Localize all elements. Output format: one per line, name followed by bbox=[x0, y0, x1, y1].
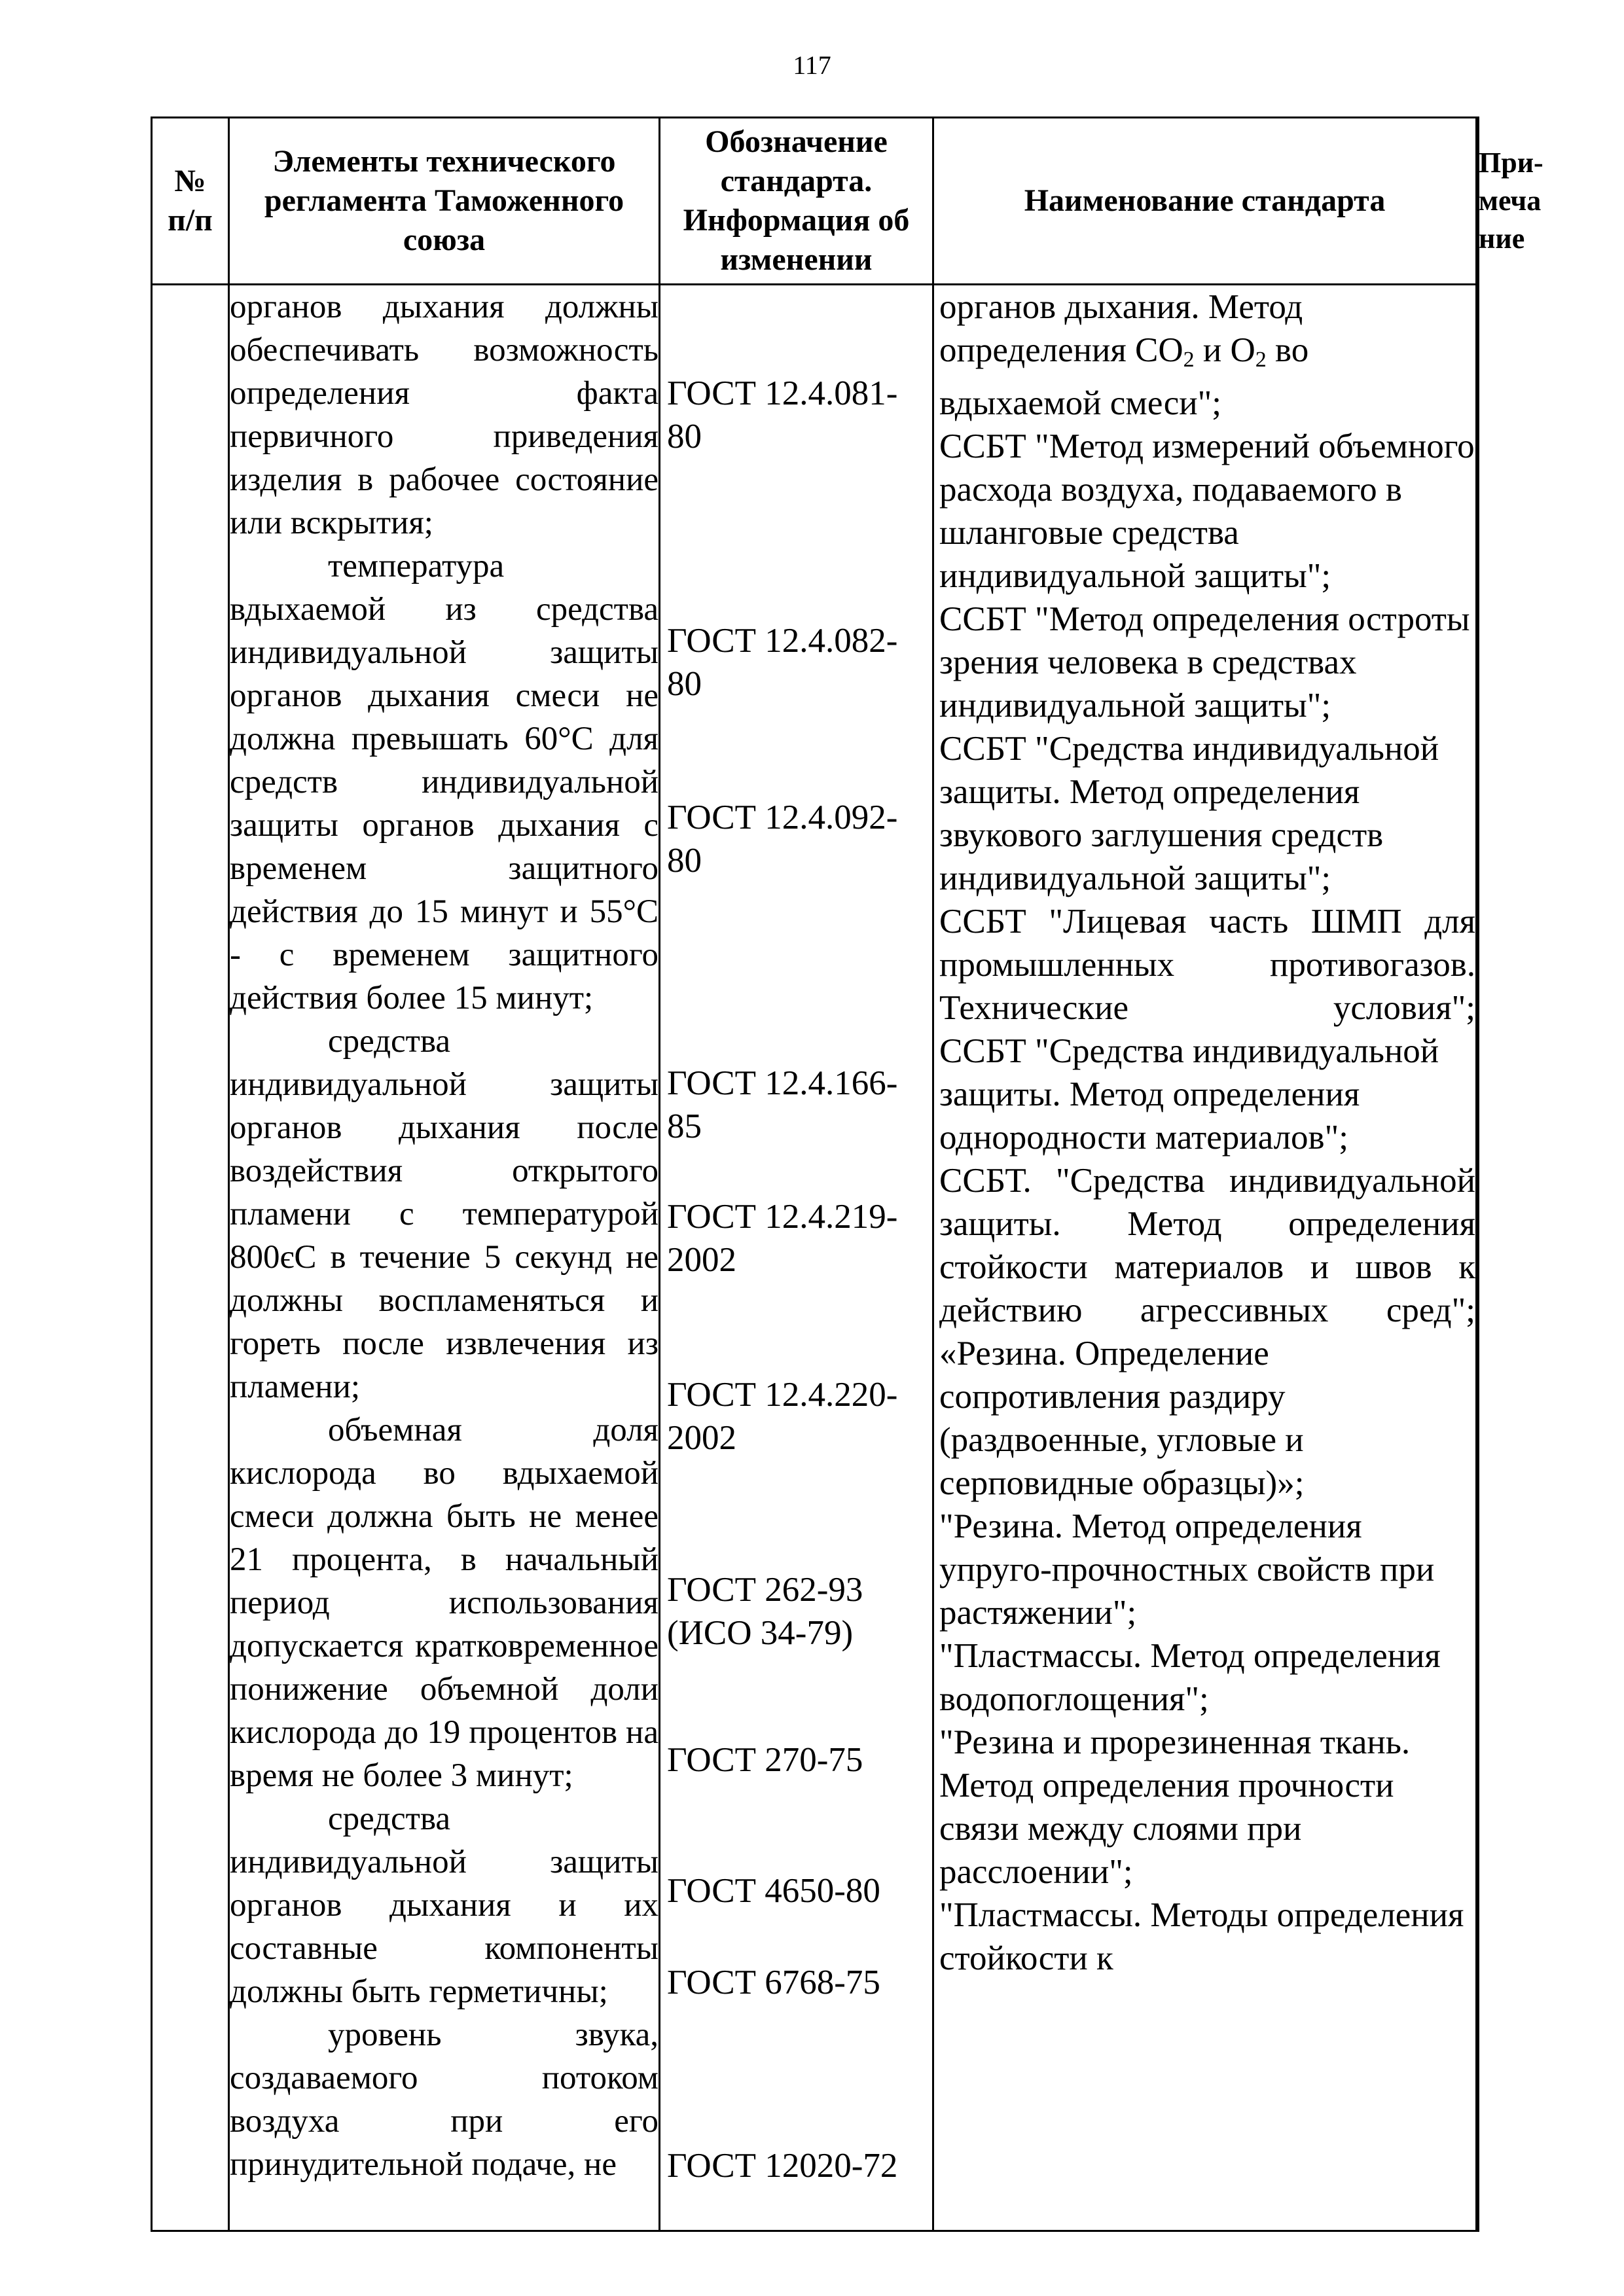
standard-designation: ГОСТ 12.4.081-80 bbox=[667, 374, 898, 456]
standard-designation: ГОСТ 12020-72 bbox=[667, 2147, 898, 2185]
element-paragraph: температура вдыхаемой из средства индивидуальной защиты органов дыхания смеси не должна превышать 60°С для средств индивидуальной защиты органов дыхания с временем защитного действия до 15 минут и 55°С - с временем защитного действия более 15 минут; bbox=[230, 548, 659, 1016]
elements-cell bbox=[229, 285, 660, 2231]
standards-cell bbox=[660, 285, 933, 2231]
standard-name: "Резина и прорезиненная ткань. Метод определения прочности связи между слоями при расслоении"; bbox=[939, 1723, 1411, 1891]
standards-table bbox=[151, 117, 1543, 2232]
standard-name: ССБТ "Метод измерений объемного расхода воздуха, подаваемого в шланговые средства индивидуальной защиты"; bbox=[939, 427, 1475, 595]
standard-name: ССБТ "Метод определения остроты зрения человека в средствах индивидуальной защиты"; bbox=[939, 600, 1470, 725]
standard-designation: ГОСТ 270-75 bbox=[667, 1741, 863, 1779]
header-elements: Элементы технического регламента Таможенного союза bbox=[229, 118, 660, 285]
element-paragraph: органов дыхания должны обеспечивать возможность определения факта первичного приведения изделия в рабочее состояние или вскрытия; bbox=[230, 289, 659, 541]
standard-name: «Резина. Определение сопротивления раздиру (раздвоенные, угловые и серповидные образцы)»; bbox=[939, 1335, 1305, 1502]
header-standard-designation: Обозначение стандарта. Информация об изменении bbox=[660, 118, 933, 285]
element-paragraph: уровень звука, создаваемого потоком воздуха при его принудительной подаче, не bbox=[230, 2017, 659, 2183]
standard-name: "Пластмассы. Методы определения стойкости к bbox=[939, 1896, 1464, 1977]
standard-name: ССБТ "Средства индивидуальной защиты. Метод определения однородности материалов"; bbox=[939, 1032, 1439, 1157]
standard-designation: ГОСТ 12.4.092-80 bbox=[667, 798, 898, 880]
table-header-row bbox=[152, 118, 1479, 285]
notes-cell bbox=[1477, 285, 1479, 2231]
standard-name: ССБТ. "Средства индивидуальной защиты. Метод определения стойкости материалов и швов к действию агрессивных сред"; bbox=[939, 1162, 1475, 1329]
standard-designation: ГОСТ 6768-75 bbox=[667, 1964, 880, 2001]
header-standard-name: Наименование стандарта bbox=[933, 118, 1477, 285]
element-paragraph: средства индивидуальной защиты органов дыхания после воздействия открытого пламени с температурой 800єС в течение 5 секунд не должны воспламеняться и гореть после извлечения из пламени; bbox=[230, 1023, 659, 1405]
standard-designation: ГОСТ 12.4.082-80 bbox=[667, 622, 898, 703]
table-row bbox=[152, 285, 1479, 2231]
row-number-cell bbox=[152, 285, 229, 2231]
element-paragraph: средства индивидуальной защиты органов дыхания и их составные компоненты должны быть герметичны; bbox=[230, 1801, 659, 2010]
element-paragraph: объемная доля кислорода во вдыхаемой смеси должна быть не менее 21 процента, в начальный период использования допускается кратковременное понижение объемной доли кислорода до 19 процентов на время не более 3 минут; bbox=[230, 1412, 659, 1794]
standard-name: "Пластмассы. Метод определения водопоглощения"; bbox=[939, 1637, 1441, 1718]
standard-designation: ГОСТ 4650-80 bbox=[667, 1872, 880, 1910]
standard-name: органов дыхания. Метод определения $СО_2$ и $О_2$ во вдыхаемой смеси"; bbox=[939, 288, 1309, 422]
standard-name: ССБТ "Лицевая часть ШМП для промышленных противогазов. Технические условия"; bbox=[939, 903, 1475, 1027]
standard-names-cell bbox=[933, 285, 1477, 2231]
standard-designation: ГОСТ 12.4.219-2002 bbox=[667, 1198, 898, 1279]
header-number: № п/п bbox=[152, 118, 229, 285]
page-number: 117 bbox=[793, 50, 831, 80]
standard-name: ССБТ "Средства индивидуальной защиты. Метод определения звукового заглушения средств индивидуальной защиты"; bbox=[939, 730, 1439, 897]
standard-designation: ГОСТ 12.4.166-85 bbox=[667, 1064, 898, 1145]
header-notes: При-меча ние bbox=[1477, 118, 1479, 285]
standard-name: "Резина. Метод определения упруго-прочностных свойств при растяжении"; bbox=[939, 1507, 1435, 1632]
standard-designation: ГОСТ 12.4.220-2002 bbox=[667, 1376, 898, 1457]
standard-designation: ГОСТ 262-93 (ИСО 34-79) bbox=[667, 1571, 863, 1652]
